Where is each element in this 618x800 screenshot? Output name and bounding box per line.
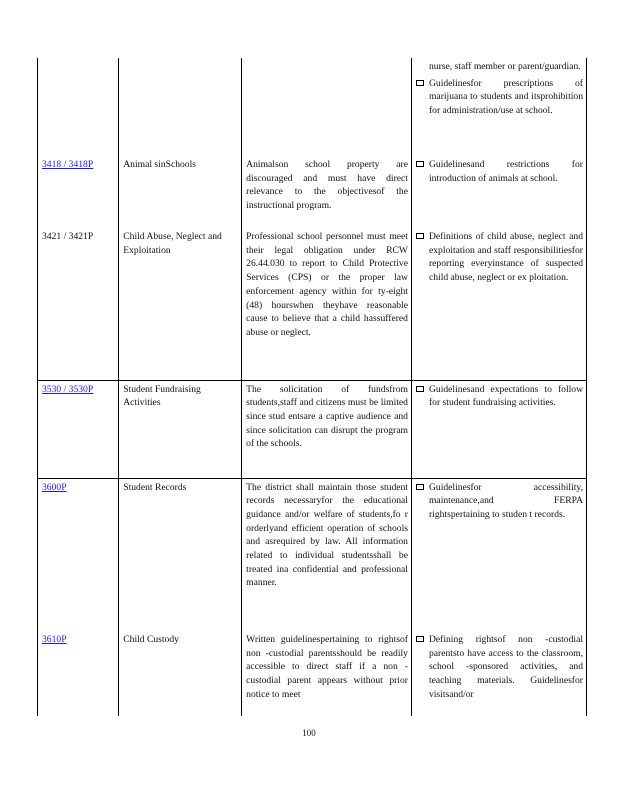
policy-code-cell <box>38 58 119 156</box>
policy-title-cell <box>119 478 242 631</box>
policy-title: Child Custody <box>123 634 179 645</box>
policy-summary-cell <box>242 156 412 228</box>
policy-code: 3421 / 3421P <box>42 231 94 242</box>
policy-title: Child Abuse, Neglect and Exploitation <box>123 231 222 256</box>
policy-code-link[interactable]: 3600P <box>42 481 67 493</box>
policy-code-link[interactable]: 3610P <box>42 634 67 645</box>
policy-content-cell <box>411 156 586 228</box>
bullet-spacer <box>416 63 424 69</box>
content-bullet <box>416 230 583 285</box>
policy-summary-cell <box>242 58 412 156</box>
page-number: 100 <box>302 728 316 738</box>
policy-code-cell <box>38 228 119 380</box>
policy-summary: Written guidelinespertaining to rightsof non -custodial parentsshould be readily accessible to direct staff if a non -custodial parent appears without prior notice to meet <box>246 634 408 700</box>
content-bullet <box>416 77 583 118</box>
table-row <box>38 380 587 478</box>
policy-code-link[interactable]: 3530 / 3530P <box>42 383 94 395</box>
square-bullet-icon <box>416 80 424 86</box>
content-bullet <box>416 383 583 410</box>
policy-summary-cell <box>242 631 412 716</box>
content-text: Definitions of child abuse, neglect and exploitation and staff responsibilitiesfor reporting everyinstance of suspected child abuse, neglect or ex ploitation. <box>428 231 583 284</box>
content-text: Guidelinesand expectations to follow for student fundraising activities. <box>428 383 583 409</box>
square-bullet-icon <box>416 386 424 392</box>
content-text: Guidelinesfor prescriptions of marijuana to students and itsprohibition for administration/use at school. <box>428 77 583 117</box>
policy-code-cell <box>38 478 119 631</box>
policy-code-link[interactable]: 3418 / 3418P <box>42 159 94 170</box>
policy-title-cell <box>119 631 242 716</box>
content-text: Guidelinesfor accessibility, maintenance,and FERPA rightspertaining to studen t records. <box>428 481 583 520</box>
policy-title: Student Records <box>123 481 187 493</box>
policy-code-cell <box>38 631 119 716</box>
policy-summary: Professional school personnel must meet their legal obligation under RCW 26.44.030 to report to Child Protective Services (CPS) or the proper law enforcement agency within for ty-eight (48) hourswhen theyhave reasonable cause to believe that a child hassuffered abuse or neglect. <box>246 231 408 338</box>
content-text: Guidelinesand restrictions for introduction of animals at school. <box>428 159 583 184</box>
content-bullet <box>416 60 583 74</box>
table-row <box>38 478 587 631</box>
policy-content-cell <box>411 478 586 631</box>
table-row <box>38 228 587 380</box>
square-bullet-icon <box>416 636 424 642</box>
policy-code-cell <box>38 380 119 478</box>
content-bullet <box>416 481 583 522</box>
square-bullet-icon <box>416 233 424 239</box>
policy-summary-cell <box>242 228 412 380</box>
policy-summary: The solicitation of fundsfrom students,staff and citizens must be limited since stud entsare a captive audience and since solicitation can disrupt the program of the schools. <box>246 383 408 450</box>
policy-content-cell <box>411 380 586 478</box>
policy-summary: Animalson school property are discouraged and must have direct relevance to the objectivesof the instructional program. <box>246 159 408 212</box>
policy-title-cell <box>119 228 242 380</box>
policy-title-cell <box>119 380 242 478</box>
content-bullet <box>416 633 583 702</box>
policy-content-cell <box>411 58 586 156</box>
policy-summary-cell <box>242 478 412 631</box>
policy-code-cell <box>38 156 119 228</box>
policy-title-cell <box>119 156 242 228</box>
policy-summary: The district shall maintain those student records necessaryfor the educational guidance and/or welfare of students,fo r orderlyand efficient operation of schools and asrequired by law. All information related to individual studentsshall be treated ina confidential and professional manner. <box>246 481 408 589</box>
policy-title: Student Fundraising Activities <box>123 383 201 409</box>
policy-summary-cell <box>242 380 412 478</box>
content-text: nurse, staff member or parent/guardian. <box>428 61 581 72</box>
table-row <box>38 58 587 156</box>
policy-content-cell <box>411 631 586 716</box>
policy-title: Animal sinSchools <box>123 159 197 170</box>
square-bullet-icon <box>416 161 424 167</box>
content-bullet <box>416 158 583 185</box>
policy-title-cell <box>119 58 242 156</box>
table-row <box>38 631 587 716</box>
table-row <box>38 156 587 228</box>
content-text: Defining rightsof non -custodial parentsto have access to the classroom, school -sponsored activities, and teaching materials. Guidelinesfor visitsand/or <box>428 634 583 700</box>
policy-content-cell <box>411 228 586 380</box>
square-bullet-icon <box>416 484 424 490</box>
policy-table <box>37 58 587 716</box>
